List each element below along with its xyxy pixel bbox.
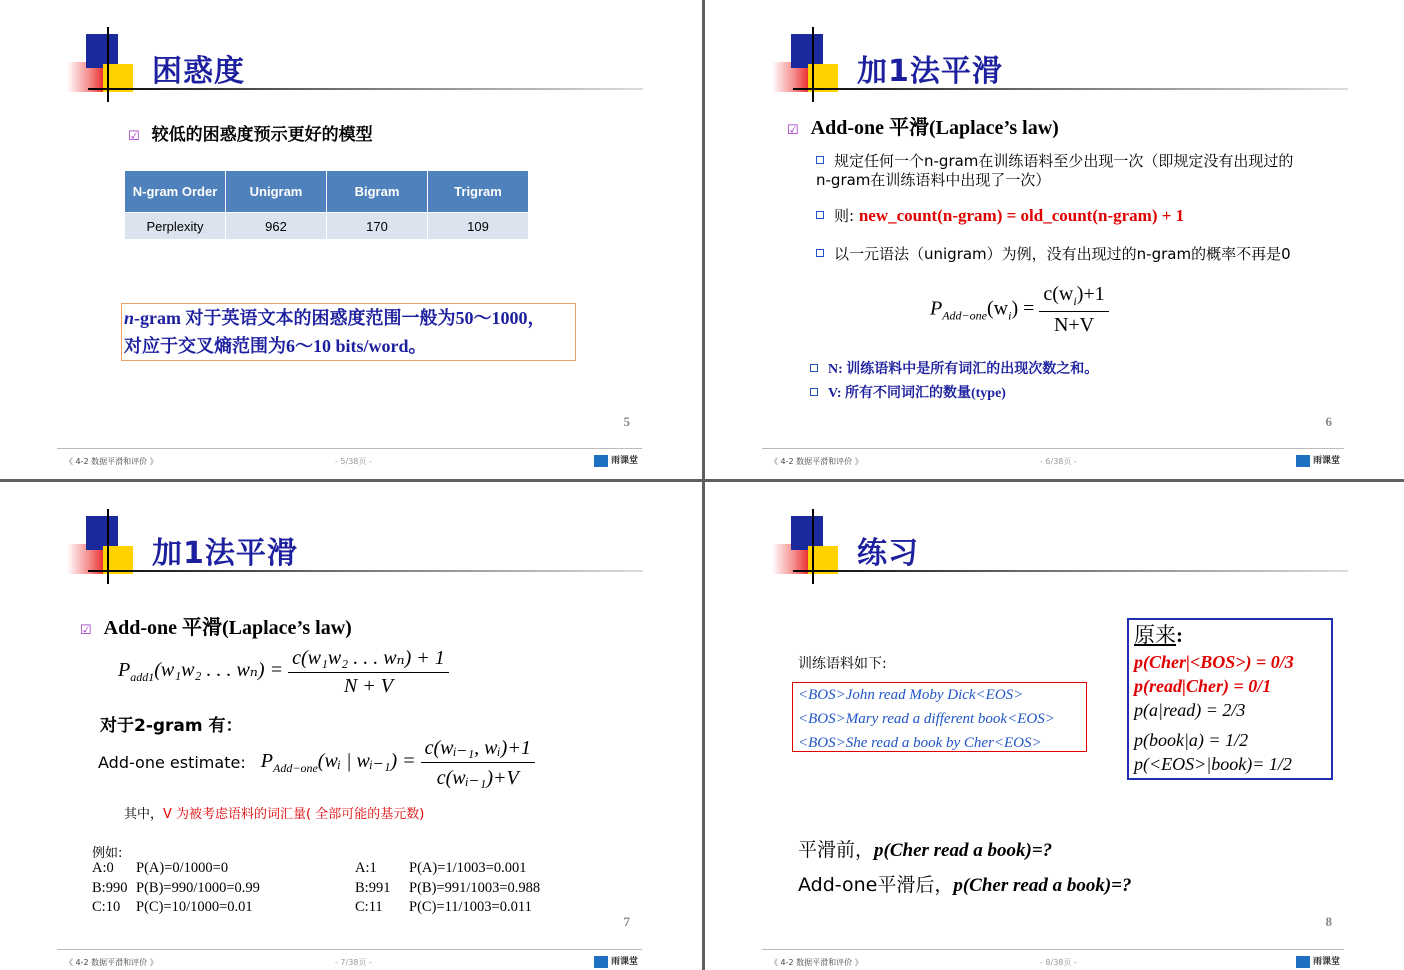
slide-title: 加1法平滑 (857, 54, 1003, 89)
square-bullet-icon (816, 211, 824, 219)
footer-course: 《 4-2 数据平滑和评价 》 (65, 457, 158, 466)
footer (57, 448, 642, 471)
slide-title: 加1法平滑 (152, 536, 298, 571)
square-bullet-icon (816, 249, 824, 257)
pencil-icon: ☑ (80, 622, 92, 637)
note-n: N: 训练语料中是所有词汇的出现次数之和。 (810, 358, 1098, 378)
sub-bullet: 以一元语法（unigram）为例，没有出现过的n-gram的概率不再是0 (816, 243, 1291, 264)
slide-5[interactable] (0, 0, 702, 479)
pencil-icon: ☑ (128, 129, 140, 144)
page-number: 7 (623, 914, 630, 929)
title-deco (86, 34, 118, 68)
title-deco (107, 509, 109, 584)
square-bullet-icon (816, 156, 824, 164)
brand-logo: 雨课堂 (1296, 453, 1340, 467)
examples-left (92, 859, 260, 918)
list-item: C:11 P(C)=11/1003=0.011 (355, 899, 532, 915)
title-deco (812, 509, 814, 584)
bullet (787, 111, 1059, 140)
page-indicator: - 7/38页 - (335, 958, 372, 967)
question-1: 平滑前，p(Cher read a book)=? (798, 839, 1053, 861)
perplexity-table (124, 170, 529, 240)
slide-title: 练习 (857, 536, 919, 571)
formula-text: new_count(n-gram) = old_count(n-gram) + 1 (858, 206, 1185, 225)
prob-line: p(read|Cher) = 0/1 (1134, 676, 1272, 696)
note-v: V: 所有不同词汇的数量(type) (810, 382, 1006, 402)
list-item: A:1 P(A)=1/1003=0.001 (355, 860, 527, 876)
square-bullet-icon (810, 364, 818, 372)
brand-logo: 雨课堂 (594, 453, 638, 467)
page-number: 6 (1325, 414, 1332, 429)
fraction: $\frac{\text{c(w₁w₂ . . . wₙ) + 1}}{N + V}$ (288, 645, 449, 698)
example-label: 例如: (92, 846, 123, 861)
table-header: Bigram (327, 171, 428, 213)
page-indicator: - 6/38页 - (1040, 457, 1077, 466)
slide-6[interactable] (705, 0, 1404, 479)
table-header: Unigram (226, 171, 327, 213)
table-cell: Perplexity (125, 213, 226, 240)
table-cell: 962 (226, 213, 327, 240)
corpus-line: <BOS>She read a book by Cher<EOS> (798, 735, 1042, 751)
bullet (80, 611, 352, 640)
list-item: C:10 P(C)=10/1000=0.01 (92, 899, 253, 915)
brand-logo: 雨课堂 (1296, 954, 1340, 968)
prob-line: p(book|a) = 1/2 (1134, 730, 1249, 750)
rain-classroom-icon (594, 455, 608, 467)
footer (57, 949, 642, 970)
rain-classroom-icon (1296, 956, 1310, 968)
fraction: $\frac{\text{c(wᵢ₋₁, wᵢ)+1}}{\text{c(wᵢ₋₁)+V}}$ (421, 735, 535, 790)
square-bullet-icon (810, 388, 818, 396)
examples-right (355, 859, 540, 918)
table-header: N-gram Order (125, 171, 226, 213)
estimate-row: Add-one estimate: $P_{Add-one}(wᵢ$ | wᵢ₋₁) = $\frac{\text{c(wᵢ₋₁, wᵢ)+1}}{\text{c(wᵢ₋₁)+V}}$ (98, 735, 535, 790)
page-number: 5 (623, 414, 630, 429)
bigram-label: 对于2-gram 有： (100, 716, 243, 736)
slide-7[interactable] (0, 482, 702, 970)
original-probs-box (1127, 618, 1333, 780)
page-number: 8 (1325, 914, 1332, 929)
slide-8[interactable] (705, 482, 1404, 970)
formula-laplace: $P_{Add-one}(w_i)$ = $\frac{c(w_i)+1}{N+V}$ (930, 283, 1109, 337)
table-header: Trigram (428, 171, 529, 213)
note-italic: n (124, 308, 135, 328)
formula-bigram: $P_{Add-one}(wᵢ$ | wᵢ₋₁) = $\frac{\text{c(wᵢ₋₁, wᵢ)+1}}{\text{c(wᵢ₋₁)+V}}$ (261, 750, 535, 772)
note-line: 对应于交叉熵范围为6～10 bits/word。 (124, 336, 427, 356)
prob-line: p(a|read) = 2/3 (1134, 700, 1246, 720)
title-deco (107, 27, 109, 102)
footer-course: 《 4-2 数据平滑和评价 》 (770, 457, 863, 466)
footer (762, 448, 1344, 471)
title-deco (791, 516, 823, 550)
list-item: A:0 P(A)=0/1000=0 (92, 860, 229, 876)
brand-logo: 雨课堂 (594, 954, 638, 968)
bullet-text: Add-one 平滑(Laplace’s law) (810, 117, 1059, 139)
bullet-text: Add-one 平滑(Laplace’s law) (103, 617, 352, 639)
table-cell: 170 (327, 213, 428, 240)
page-indicator: - 8/38页 - (1040, 958, 1077, 967)
bullet (128, 120, 373, 145)
pencil-icon: ☑ (787, 122, 799, 137)
fraction: $\frac{c(w_i)+1}{N+V}$ (1039, 283, 1108, 337)
rain-classroom-icon (594, 956, 608, 968)
note-line: -gram 对于英语文本的困惑度范围一般为50～1000， (134, 308, 546, 328)
question-2: Add-one平滑后，p(Cher read a book)=? (798, 874, 1132, 896)
corpus-label: 训练语料如下: (798, 656, 887, 672)
footer (762, 949, 1344, 970)
prob-line: p(<EOS>|book)= 1/2 (1134, 754, 1292, 774)
bullet-text: 较低的困惑度预示更好的模型 (151, 125, 373, 145)
table-cell: 109 (428, 213, 529, 240)
list-item: B:990 P(B)=990/1000=0.99 (92, 879, 260, 896)
rain-classroom-icon (1296, 455, 1310, 467)
prob-line: p(Cher|<BOS>) = 0/3 (1134, 652, 1294, 672)
corpus-line: <BOS>John read Moby Dick<EOS> (798, 687, 1024, 703)
footer-course: 《 4-2 数据平滑和评价 》 (770, 958, 863, 967)
title-deco (86, 516, 118, 550)
formula-add1: $P_{add1}(w_1w_2$ . . . wₙ) = $\frac{\text{c(w₁w₂ . . . wₙ) + 1}}{N + V}$ (118, 645, 449, 698)
where-note: 其中，V 为被考虑语料的词汇量( 全部可能的基元数) (124, 807, 425, 822)
slide-title: 困惑度 (152, 54, 245, 89)
list-item: B:991 P(B)=991/1003=0.988 (355, 879, 541, 896)
original-label: 原来: (1134, 623, 1183, 647)
sub-bullet: 则: new_count(n-gram) = old_count(n-gram) + 1 (816, 205, 1184, 226)
corpus-line: <BOS>Mary read a different book<EOS> (798, 711, 1055, 727)
page-indicator: - 5/38页 - (335, 457, 372, 466)
note-box (121, 303, 576, 361)
table-row (125, 213, 529, 240)
footer-course: 《 4-2 数据平滑和评价 》 (65, 958, 158, 967)
sub-bullet: 规定任何一个n-gram在训练语料至少出现一次（即规定没有出现过的n-gram在训练语料中出现了一次） (816, 152, 1294, 189)
title-deco (812, 27, 814, 102)
title-deco (791, 34, 823, 68)
corpus-box (792, 682, 1087, 752)
